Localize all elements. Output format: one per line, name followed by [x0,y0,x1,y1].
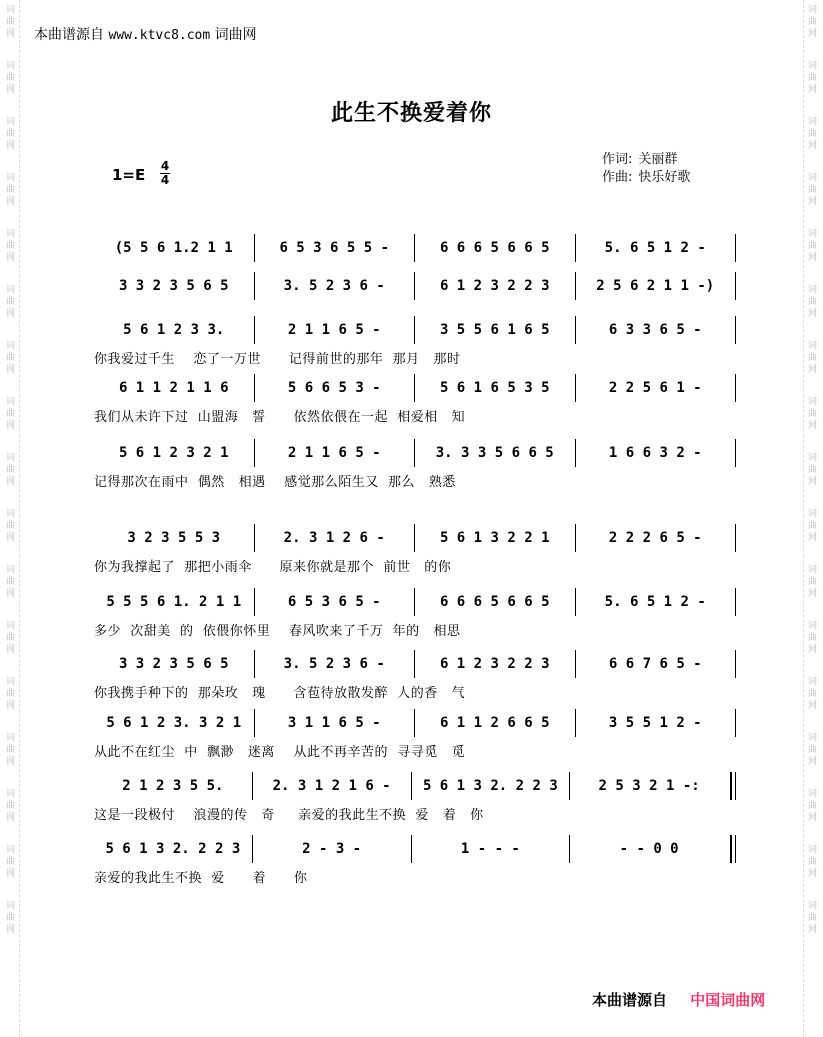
measure: 2 1 1 6 5 - [287,445,381,461]
watermark-text: 词曲网 [807,173,817,207]
measure: 5 5 5 6 1. 2 1 1 [106,594,242,610]
watermark-text: 词曲网 [5,397,15,431]
watermark-text: 词曲网 [807,5,817,39]
lyric-line: 多少 次甜美 的 依偎你怀里 春风吹来了千万 年的 相思 [94,624,461,639]
measure: 5. 6 5 1 2 - [604,240,706,256]
end-barline [735,524,736,552]
composer-label: 作曲: [602,170,633,185]
end-barline [735,272,736,300]
watermark-text: 词曲网 [5,621,15,655]
measure: 3 3 2 3 5 6 5 [118,656,229,672]
measure: 3 5 5 6 1 6 5 [439,322,550,338]
measure: 6 1 2 3 2 2 3 [439,278,550,294]
watermark-text: 词曲网 [5,341,15,375]
watermark-text: 词曲网 [807,901,817,935]
watermark-text: 词曲网 [807,565,817,599]
measure: 2 2 2 6 5 - [608,530,702,546]
end-barline [735,234,736,262]
watermark-text: 词曲网 [807,621,817,655]
lyric-line: 你为我撑起了 那把小雨伞 原来你就是那个 前世 的你 [94,560,452,575]
end-barline [735,650,736,678]
notation-line [94,437,736,469]
watermark-text: 词曲网 [5,733,15,767]
notation-line [94,707,736,739]
lyric-line: 我们从未许下过 山盟海 誓 依然依偎在一起 相爱相 知 [94,410,466,425]
key-signature: 1=E [112,166,146,184]
end-barline [735,709,736,737]
measure: 2 1 2 3 5 5. [122,778,224,794]
notation-line [94,586,736,618]
footer-source: 本曲谱源自 [592,991,668,1009]
measure: 6 6 6 5 6 6 5 [439,240,550,256]
watermark-text: 词曲网 [807,453,817,487]
composer-row [602,169,690,187]
measure: 6 6 6 5 6 6 5 [439,594,550,610]
watermark-left [2,0,20,1037]
measure: 2 1 1 6 5 - [287,322,381,338]
watermark-text: 词曲网 [5,509,15,543]
measure: 5 6 6 5 3 - [287,380,381,396]
credits [602,151,690,187]
notation-line [94,270,736,302]
measure: 3. 5 2 3 6 - [283,278,385,294]
lyric-line: 这是一段极付 浪漫的传 奇 亲爱的我此生不换 爱 着 你 [94,808,484,823]
watermark-text: 词曲网 [5,901,15,935]
watermark-text: 词曲网 [5,117,15,151]
watermark-text: 词曲网 [807,733,817,767]
notation-line [94,833,736,865]
watermark-text: 词曲网 [5,453,15,487]
measure: 1 6 6 3 2 - [608,445,702,461]
lyric-line: 记得那次在雨中 偶然 相遇 感觉那么陌生又 那么 熟悉 [94,475,456,490]
watermark-text: 词曲网 [5,845,15,879]
lyric-line: 从此不在红尘 中 飘渺 迷离 从此不再辛苦的 寻寻觅 觅 [94,745,466,760]
measure: 3 3 2 3 5 6 5 [118,278,229,294]
measure: 5 6 1 3 2. 2 2 3 [422,778,558,794]
footer [592,989,765,1010]
notation-line [94,314,736,346]
measure: 3. 3 3 5 6 6 5 [435,445,554,461]
lyricist-name: 关丽群 [638,152,678,167]
measure: 5 6 1 2 3. 3 2 1 [106,715,242,731]
measure: 6 6 7 6 5 - [608,656,702,672]
measure: 3 5 5 1 2 - [608,715,702,731]
measure: 6 3 3 6 5 - [608,322,702,338]
source-prefix: 本曲谱源自 [34,27,104,43]
measure: (5 5 6 1.2 1 1 [114,240,233,256]
watermark-text: 词曲网 [807,61,817,95]
time-top: 4 [160,159,170,173]
measure: 5. 6 5 1 2 - [604,594,706,610]
watermark-right [803,0,821,1037]
notation-line [94,372,736,404]
measure: 6 5 3 6 5 5 - [279,240,390,256]
measure: 6 1 2 3 2 2 3 [439,656,550,672]
measure: 5 6 1 3 2 2 1 [439,530,550,546]
measure: 3. 5 2 3 6 - [283,656,385,672]
watermark-text: 词曲网 [807,509,817,543]
measure: 6 1 1 2 6 6 5 [439,715,550,731]
measure: 2 2 5 6 1 - [608,380,702,396]
measure: 6 1 1 2 1 1 6 [118,380,229,396]
notation-line [94,232,736,264]
song-title: 此生不换爱着你 [330,101,492,126]
watermark-text: 词曲网 [5,285,15,319]
watermark-text: 词曲网 [5,677,15,711]
watermark-text: 词曲网 [807,229,817,263]
lyric-line: 你我携手种下的 那朵玫 瑰 含苞待放散发醉 人的香 气 [94,686,466,701]
measure: - - 0 0 [619,841,679,857]
notation-line [94,522,736,554]
measure: 2 5 6 2 1 1 -) [596,278,715,294]
lyric-line: 你我爱过千生 恋了一万世 记得前世的那年 那月 那时 [94,352,461,367]
time-bottom: 4 [160,173,170,187]
measure: 5 6 1 2 3 3. [123,322,225,338]
measure: 2. 3 1 2 1 6 - [272,778,391,794]
measure: 1 - - - [460,841,520,857]
watermark-text: 词曲网 [5,565,15,599]
watermark-text: 词曲网 [5,61,15,95]
time-signature [160,160,170,187]
source-header [34,24,257,44]
watermark-text: 词曲网 [5,789,15,823]
watermark-text: 词曲网 [807,789,817,823]
end-barline [735,588,736,616]
end-barline [735,439,736,467]
measure: 5 6 1 2 3 2 1 [118,445,229,461]
watermark-text: 词曲网 [5,173,15,207]
measure: 3 2 3 5 5 3 [127,530,221,546]
measure: 3 1 1 6 5 - [287,715,381,731]
notation-line [94,770,736,802]
watermark-text: 词曲网 [807,677,817,711]
end-barline [730,835,736,863]
measure: 2 5 3 2 1 -: [598,778,700,794]
measure: 5 6 1 6 5 3 5 [439,380,550,396]
watermark-text: 词曲网 [807,845,817,879]
watermark-text: 词曲网 [807,285,817,319]
end-barline [735,316,736,344]
composer-name: 快乐好歌 [638,170,691,185]
footer-site-link[interactable]: 中国词曲网 [690,991,766,1009]
source-site-link[interactable]: www.ktvc8.com [108,28,211,43]
lyricist-row [602,151,690,169]
end-barline [730,772,736,800]
end-barline [735,374,736,402]
watermark-text: 词曲网 [5,5,15,39]
measure: 2 - 3 - [302,841,362,857]
watermark-text: 词曲网 [807,397,817,431]
watermark-text: 词曲网 [5,229,15,263]
measure: 6 5 3 6 5 - [287,594,381,610]
source-suffix: 词曲网 [214,27,257,43]
watermark-text: 词曲网 [807,117,817,151]
measure: 2. 3 1 2 6 - [283,530,385,546]
measure: 5 6 1 3 2. 2 2 3 [105,841,241,857]
watermark-text: 词曲网 [807,341,817,375]
lyricist-label: 作词: [602,152,633,167]
lyric-line: 亲爱的我此生不换 爱 着 你 [94,871,308,886]
notation-line [94,648,736,680]
